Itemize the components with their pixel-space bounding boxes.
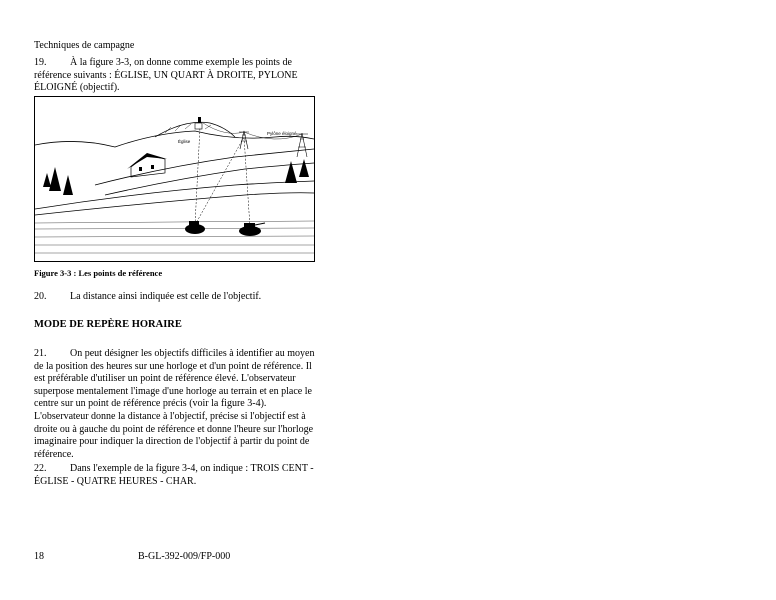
document-code: B-GL-392-009/FP-000	[138, 551, 231, 562]
tree-icon	[43, 159, 309, 195]
observer-icon	[185, 221, 205, 234]
paragraph-text: La distance ainsi indiquée est celle de l'objectif.	[70, 291, 262, 302]
paragraph-text: Dans l'exemple de la figure 3-4, on indique : TROIS CENT - ÉGLISE - QUATRE HEURES - CHAR.	[34, 463, 314, 487]
paragraph-text: À la figure 3-3, on donne comme exemple les points de référence suivants : ÉGLISE, UN QUART À DROITE, PYLONE ÉLOIGNÉ (objectif).	[34, 57, 298, 94]
pylon-label: Pylône éloigné	[267, 131, 297, 136]
paragraph-number: 19.	[34, 57, 47, 68]
church-icon	[195, 117, 202, 129]
paragraph-number: 22.	[34, 463, 47, 474]
running-header: Techniques de campagne	[34, 40, 135, 51]
section-heading: MODE DE REPÈRE HORAIRE	[34, 319, 182, 330]
page-number: 18	[34, 551, 44, 562]
house-icon	[127, 153, 167, 177]
landscape-illustration	[35, 97, 314, 261]
paragraph-20	[34, 291, 316, 304]
tank-icon	[239, 223, 265, 236]
paragraph-text: On peut désigner les objectifs difficiles à identifier au moyen de la position des heures sur une horloge et d'un point de référence. Il est préférable d'utiliser un point de référence élevé. L'observateur superpose mentalement l'image d'une horloge au terrain et en place le centre sur un point de référence précis (voir la figure 3-4). L'observateur donne la distance à l'objectif, précise si l'objectif est à droite ou à gauche du point de référence et donne l'heure sur l'horloge imaginaire pour indiquer la direction de l'objectif à partir du point de référence.	[34, 348, 315, 460]
paragraph-number: 20.	[34, 291, 47, 302]
figure-caption: Figure 3-3 : Les points de référence	[34, 268, 163, 278]
church-label: Église	[178, 139, 191, 144]
paragraph-19	[34, 57, 316, 95]
paragraph-21	[34, 348, 316, 461]
paragraph-number: 21.	[34, 348, 47, 359]
paragraph-22	[34, 463, 316, 488]
figure-reference-points	[34, 96, 315, 262]
